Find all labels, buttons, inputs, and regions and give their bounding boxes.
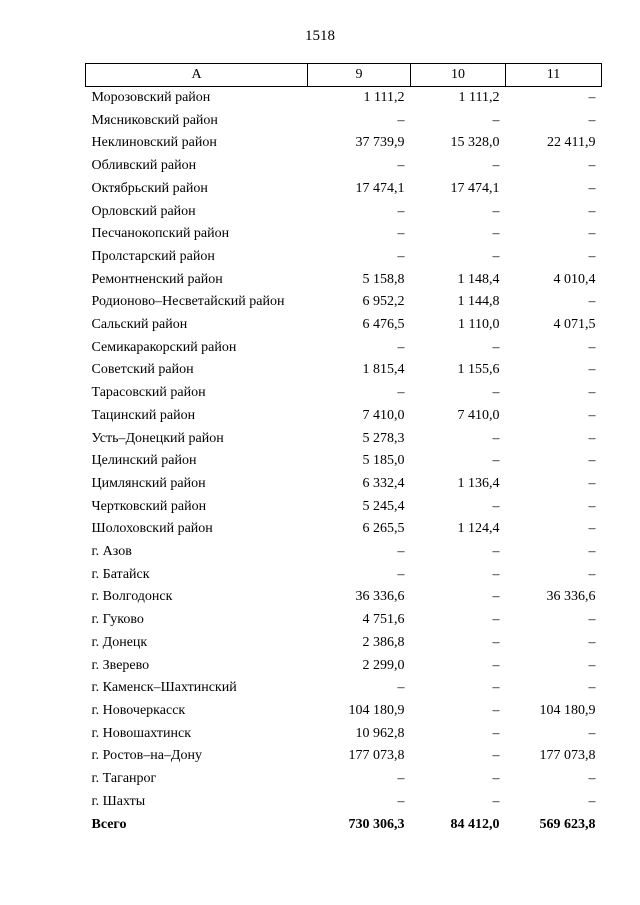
col10-cell: – <box>492 498 500 514</box>
row-name-cell: Целинский район <box>91 453 197 469</box>
col10-cell: – <box>492 680 500 696</box>
col9-cell: 5 185,0 <box>362 453 405 469</box>
table-row <box>86 405 602 428</box>
row-name-cell: Усть–Донецкий район <box>91 430 224 446</box>
col10-cell: 1 124,4 <box>457 521 500 537</box>
table-row <box>86 110 602 133</box>
col11-cell: – <box>588 226 596 242</box>
col10-cell: – <box>492 702 500 718</box>
col10-cell: – <box>492 771 500 787</box>
page-number: 1518 <box>305 28 335 44</box>
col10-cell: – <box>492 453 500 469</box>
table-row <box>86 632 602 655</box>
col9-cell: 6 265,5 <box>362 521 405 537</box>
row-name-cell: Сальский район <box>91 317 188 333</box>
row-name-cell: Орловский район <box>91 203 196 219</box>
col11-cell: – <box>588 112 596 128</box>
col11-cell: – <box>588 544 596 560</box>
col11-cell: – <box>588 657 596 673</box>
col9-cell: – <box>397 566 405 582</box>
col11-cell: 22 411,9 <box>547 135 596 151</box>
col11-cell: – <box>588 362 596 378</box>
row-name-cell: г. Гуково <box>91 612 144 628</box>
row-name-cell: Ремонтненский район <box>91 271 223 287</box>
row-name-cell: Советский район <box>91 362 194 378</box>
col9-cell: 7 410,0 <box>362 407 405 423</box>
header-row <box>86 64 602 87</box>
table-body <box>86 87 602 837</box>
col9-cell: – <box>397 680 405 696</box>
row-name-cell: г. Новошахтинск <box>91 725 192 741</box>
col11-cell: – <box>588 158 596 174</box>
table-row <box>86 586 602 609</box>
header-col-10: 10 <box>411 64 506 87</box>
table-row <box>86 87 602 110</box>
col10-cell: – <box>492 385 500 401</box>
col11-cell: – <box>588 453 596 469</box>
col9-cell: – <box>397 339 405 355</box>
row-name-cell: г. Азов <box>91 544 132 560</box>
col10-cell: – <box>492 634 500 650</box>
col9-cell: 6 952,2 <box>362 294 405 310</box>
row-name-cell: г. Ростов–на–Дону <box>91 748 202 764</box>
col11-cell: – <box>588 725 596 741</box>
table-row <box>86 359 602 382</box>
table-row <box>86 723 602 746</box>
table-row <box>86 291 602 314</box>
row-name-cell: Тацинский район <box>91 407 196 423</box>
col9-cell: – <box>397 203 405 219</box>
col10-cell: – <box>492 657 500 673</box>
col9-cell: 104 180,9 <box>348 702 405 718</box>
col10-cell: 1 111,2 <box>458 90 500 105</box>
col9-cell: 17 474,1 <box>355 180 405 196</box>
row-name-cell: г. Каменск–Шахтинский <box>91 680 237 696</box>
col10-cell: – <box>492 589 500 605</box>
col10-cell: 84 412,0 <box>450 816 500 832</box>
col11-cell: – <box>588 203 596 219</box>
col9-cell: 5 278,3 <box>362 430 405 446</box>
table-row <box>86 155 602 178</box>
col9-cell: 5 245,4 <box>362 498 405 514</box>
table-header <box>86 64 602 87</box>
table-row <box>86 677 602 700</box>
col9-cell: – <box>397 248 405 264</box>
table-row <box>86 178 602 201</box>
row-name-cell: г. Новочеркасск <box>91 702 186 718</box>
total-row <box>86 814 602 837</box>
col10-cell: 1 136,4 <box>457 475 500 491</box>
table-row <box>86 428 602 451</box>
col10-cell: – <box>492 748 500 764</box>
col11-cell: – <box>588 407 596 423</box>
header-col-9: 9 <box>308 64 411 87</box>
col10-cell: 1 144,8 <box>457 294 500 310</box>
table-row <box>86 791 602 814</box>
col9-cell: – <box>397 385 405 401</box>
col9-cell: 4 751,6 <box>362 612 405 628</box>
col10-cell: – <box>492 248 500 264</box>
table-row <box>86 564 602 587</box>
col9-cell: 1 815,4 <box>362 362 405 378</box>
row-name-cell: Песчанокопский район <box>91 226 230 242</box>
row-name-cell: Родионово–Несветайский район <box>91 294 285 310</box>
table-row <box>86 269 602 292</box>
col10-cell: 1 110,0 <box>458 317 500 333</box>
table-row <box>86 655 602 678</box>
col10-cell: – <box>492 430 500 446</box>
col9-cell: 36 336,6 <box>355 589 405 605</box>
col10-cell: 1 148,4 <box>457 271 500 287</box>
col10-cell: – <box>492 612 500 628</box>
table-row <box>86 473 602 496</box>
budget-table <box>85 63 602 836</box>
col11-cell: – <box>588 634 596 650</box>
col11-cell: – <box>588 339 596 355</box>
table-row <box>86 768 602 791</box>
col11-cell: – <box>588 566 596 582</box>
row-name-cell: Шолоховский район <box>91 521 213 537</box>
col9-cell: 10 962,8 <box>355 725 405 741</box>
row-name-cell: г. Таганрог <box>91 771 157 787</box>
row-name-cell: г. Батайск <box>91 566 150 582</box>
col9-cell: 1 111,2 <box>363 90 405 105</box>
table-row <box>86 609 602 632</box>
table-row <box>86 700 602 723</box>
table-row <box>86 450 602 473</box>
col11-cell: – <box>588 793 596 809</box>
row-name-cell: г. Донецк <box>91 634 148 650</box>
row-name-cell: Пролстарский район <box>91 248 215 264</box>
col9-cell: 6 476,5 <box>362 317 405 333</box>
col11-cell: – <box>588 521 596 537</box>
col10-cell: 7 410,0 <box>457 407 500 423</box>
col11-cell: – <box>588 180 596 196</box>
col10-cell: – <box>492 339 500 355</box>
col9-cell: 2 386,8 <box>362 634 405 650</box>
row-name-cell: Морозовский район <box>91 90 211 105</box>
row-name-cell: Неклиновский район <box>91 135 217 151</box>
row-name-cell: Тарасовский район <box>91 385 206 401</box>
col10-cell: – <box>492 158 500 174</box>
col11-cell: 104 180,9 <box>539 702 596 718</box>
col11-cell: 177 073,8 <box>539 748 596 764</box>
col11-cell: – <box>588 498 596 514</box>
col10-cell: 1 155,6 <box>457 362 500 378</box>
table-row <box>86 314 602 337</box>
col10-cell: – <box>492 226 500 242</box>
col10-cell: – <box>492 544 500 560</box>
col11-cell: 569 623,8 <box>539 816 596 832</box>
col9-cell: 5 158,8 <box>362 271 405 287</box>
col9-cell: – <box>397 544 405 560</box>
table-row <box>86 246 602 269</box>
col9-cell: – <box>397 793 405 809</box>
col9-cell: – <box>397 226 405 242</box>
col11-cell: – <box>588 90 596 105</box>
table-row <box>86 132 602 155</box>
row-name-cell: Чертковский район <box>91 498 207 514</box>
table-row <box>86 541 602 564</box>
header-col-11: 11 <box>506 64 602 87</box>
table-row <box>86 201 602 224</box>
col11-cell: – <box>588 680 596 696</box>
table-row <box>86 518 602 541</box>
row-name-cell: г. Зверево <box>91 657 150 673</box>
col11-cell: – <box>588 248 596 264</box>
col11-cell: – <box>588 475 596 491</box>
col10-cell: – <box>492 725 500 741</box>
row-name-cell: г. Волгодонск <box>91 589 173 605</box>
header-col-a: А <box>86 64 308 87</box>
col9-cell: 6 332,4 <box>362 475 405 491</box>
col9-cell: – <box>397 771 405 787</box>
col11-cell: – <box>588 385 596 401</box>
col10-cell: 17 474,1 <box>450 180 500 196</box>
table-row <box>86 382 602 405</box>
col9-cell: – <box>397 158 405 174</box>
row-name-cell: Семикаракорский район <box>91 339 237 355</box>
row-name-cell: Всего <box>91 816 127 832</box>
col11-cell: – <box>588 430 596 446</box>
col11-cell: 4 010,4 <box>553 271 596 287</box>
col10-cell: – <box>492 566 500 582</box>
col11-cell: 4 071,5 <box>553 317 596 333</box>
col10-cell: – <box>492 793 500 809</box>
col11-cell: – <box>588 771 596 787</box>
col11-cell: – <box>588 294 596 310</box>
col9-cell: – <box>397 112 405 128</box>
table-row <box>86 496 602 519</box>
col10-cell: – <box>492 203 500 219</box>
row-name-cell: г. Шахты <box>91 793 146 809</box>
row-name-cell: Цимлянский район <box>91 475 206 491</box>
col11-cell: 36 336,6 <box>546 589 596 605</box>
table-row <box>86 223 602 246</box>
col10-cell: – <box>492 112 500 128</box>
col10-cell: 15 328,0 <box>450 135 500 151</box>
col9-cell: 730 306,3 <box>348 816 405 832</box>
row-name-cell: Мясниковский район <box>91 112 218 128</box>
table-row <box>86 337 602 360</box>
col9-cell: 2 299,0 <box>362 657 405 673</box>
col11-cell: – <box>588 612 596 628</box>
col9-cell: 177 073,8 <box>348 748 405 764</box>
table-row <box>86 745 602 768</box>
row-name-cell: Обливский район <box>91 158 197 174</box>
row-name-cell: Октябрьский район <box>91 180 208 196</box>
col9-cell: 37 739,9 <box>355 135 405 151</box>
